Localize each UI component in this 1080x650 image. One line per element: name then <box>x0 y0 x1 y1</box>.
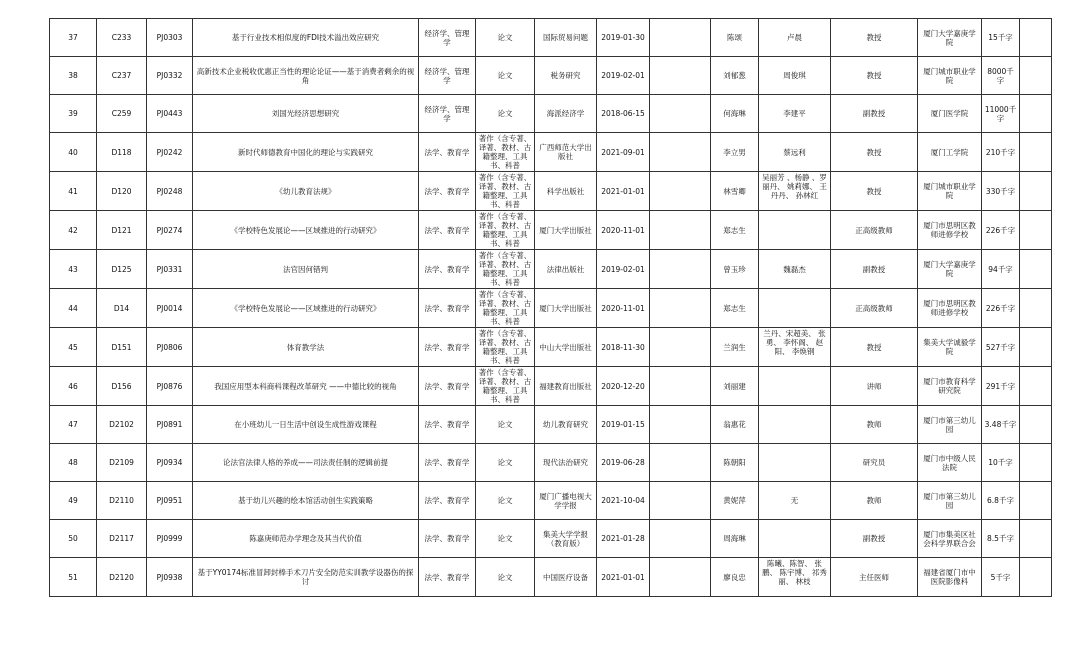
coauthors-cell <box>759 172 831 211</box>
category-code-cell: D118 <box>97 133 147 172</box>
author-cell: 陈朝阳 <box>711 444 759 482</box>
publish-date-cell: 2019-01-15 <box>597 406 650 444</box>
word-count-cell: 3.48千字 <box>982 406 1020 444</box>
word-count-cell: 291千字 <box>982 367 1020 406</box>
blank-cell <box>650 250 711 289</box>
publisher-cell: 国际贸易问题 <box>535 19 597 57</box>
result-type-cell <box>476 172 535 211</box>
blank-end-cell <box>1020 367 1052 406</box>
discipline-cell: 法学、教育学 <box>419 482 476 520</box>
blank-end-cell <box>1020 250 1052 289</box>
category-code-cell: D120 <box>97 172 147 211</box>
author-cell: 周海琳 <box>711 520 759 558</box>
table-row <box>50 558 1052 597</box>
result-type-cell <box>476 211 535 250</box>
title-cell: 在小班幼儿一日生活中创设生成性游戏课程 <box>193 406 419 444</box>
author-cell: 廖良忠 <box>711 558 759 597</box>
result-type-cell <box>476 133 535 172</box>
publisher-cell: 法律出版社 <box>535 250 597 289</box>
result-type-cell-text: 著作（含专著、译著、教材、古籍整理、工具书、科普 <box>478 329 532 365</box>
coauthors-cell: 周俊琪 <box>759 57 831 95</box>
blank-cell <box>650 520 711 558</box>
word-count-cell: 330千字 <box>982 172 1020 211</box>
publish-date-cell: 2021-01-01 <box>597 172 650 211</box>
title-cell: 刘国光经济思想研究 <box>193 95 419 133</box>
coauthors-cell: 蔡远利 <box>759 133 831 172</box>
blank-cell <box>650 406 711 444</box>
project-code-cell: PJ0274 <box>147 211 193 250</box>
blank-cell <box>650 57 711 95</box>
title-rank-cell: 教授 <box>831 19 918 57</box>
row-number-cell: 50 <box>50 520 97 558</box>
discipline-cell: 法学、教育学 <box>419 520 476 558</box>
table-row <box>50 367 1052 406</box>
blank-end-cell <box>1020 19 1052 57</box>
coauthors-cell: 魏磊杰 <box>759 250 831 289</box>
title-cell: 陈嘉庚师范办学理念及其当代价值 <box>193 520 419 558</box>
word-count-cell: 5千字 <box>982 558 1020 597</box>
row-number-cell: 39 <box>50 95 97 133</box>
work-unit-cell: 厦门市第三幼儿园 <box>918 406 982 444</box>
row-number-cell: 44 <box>50 289 97 328</box>
publisher-cell: 厦门大学出版社 <box>535 289 597 328</box>
result-type-cell: 论文 <box>476 406 535 444</box>
word-count-cell: 210千字 <box>982 133 1020 172</box>
title-rank-cell: 教师 <box>831 406 918 444</box>
author-cell: 林雪卿 <box>711 172 759 211</box>
coauthors-cell-text: 吴丽芳 、杨静 、罗丽丹、 姚莉娜、 王丹丹、 孙林红 <box>762 173 827 200</box>
title-cell: 论法官法律人格的养成——司法责任制的逻辑前提 <box>193 444 419 482</box>
table-row <box>50 57 1052 95</box>
table-row <box>50 95 1052 133</box>
result-type-cell <box>476 367 535 406</box>
category-code-cell: D125 <box>97 250 147 289</box>
result-type-cell-text: 著作（含专著、译著、教材、古籍整理、工具书、科普 <box>478 134 532 170</box>
work-unit-cell: 厦门大学嘉庚学院 <box>918 19 982 57</box>
publish-date-cell: 2020-11-01 <box>597 289 650 328</box>
work-unit-cell: 厦门医学院 <box>918 95 982 133</box>
project-code-cell: PJ0891 <box>147 406 193 444</box>
title-rank-cell: 讲师 <box>831 367 918 406</box>
title-rank-cell: 副教授 <box>831 95 918 133</box>
publish-date-cell: 2020-11-01 <box>597 211 650 250</box>
row-number-cell: 49 <box>50 482 97 520</box>
blank-cell <box>650 444 711 482</box>
work-unit-cell: 厦门市中级人民法院 <box>918 444 982 482</box>
title-cell: 《幼儿教育法规》 <box>193 172 419 211</box>
row-number-cell: 47 <box>50 406 97 444</box>
blank-cell <box>650 482 711 520</box>
result-type-cell: 论文 <box>476 95 535 133</box>
table-row <box>50 406 1052 444</box>
coauthors-cell-text: 兰丹、宋超美、 张勇、 李怀阁、 赵阳、 李焕钢 <box>763 329 826 356</box>
publisher-cell: 税务研究 <box>535 57 597 95</box>
blank-end-cell <box>1020 95 1052 133</box>
title-cell: 我国应用型本科商科课程改革研究 ——中德比较的视角 <box>193 367 419 406</box>
category-code-cell: D151 <box>97 328 147 367</box>
publish-date-cell: 2019-01-30 <box>597 19 650 57</box>
coauthors-cell <box>759 328 831 367</box>
author-cell: 刘丽建 <box>711 367 759 406</box>
work-unit-cell: 厦门城市职业学院 <box>918 172 982 211</box>
blank-cell <box>650 211 711 250</box>
author-cell: 郑志生 <box>711 211 759 250</box>
publish-date-cell: 2019-06-28 <box>597 444 650 482</box>
row-number-cell: 46 <box>50 367 97 406</box>
result-type-cell <box>476 289 535 328</box>
table-row <box>50 250 1052 289</box>
author-cell: 兰润生 <box>711 328 759 367</box>
result-type-cell <box>476 250 535 289</box>
work-unit-cell: 厦门市思明区教师进修学校 <box>918 211 982 250</box>
category-code-cell: D2117 <box>97 520 147 558</box>
coauthors-cell: 李建平 <box>759 95 831 133</box>
table-body <box>50 19 1052 597</box>
row-number-cell: 38 <box>50 57 97 95</box>
title-rank-cell: 教授 <box>831 328 918 367</box>
project-code-cell: PJ0331 <box>147 250 193 289</box>
row-number-cell: 51 <box>50 558 97 597</box>
project-code-cell: PJ0876 <box>147 367 193 406</box>
title-rank-cell: 主任医师 <box>831 558 918 597</box>
coauthors-cell <box>759 444 831 482</box>
discipline-cell: 法学、教育学 <box>419 328 476 367</box>
title-rank-cell: 正高级教师 <box>831 289 918 328</box>
blank-end-cell <box>1020 520 1052 558</box>
publish-date-cell: 2019-02-01 <box>597 250 650 289</box>
title-rank-cell: 教授 <box>831 172 918 211</box>
discipline-cell: 经济学、管理学 <box>419 57 476 95</box>
category-code-cell: D2102 <box>97 406 147 444</box>
row-number-cell: 42 <box>50 211 97 250</box>
discipline-cell: 法学、教育学 <box>419 444 476 482</box>
blank-cell <box>650 133 711 172</box>
row-number-cell: 48 <box>50 444 97 482</box>
blank-cell <box>650 367 711 406</box>
blank-end-cell <box>1020 289 1052 328</box>
blank-cell <box>650 172 711 211</box>
publish-date-cell: 2021-09-01 <box>597 133 650 172</box>
category-code-cell: D121 <box>97 211 147 250</box>
category-code-cell: C237 <box>97 57 147 95</box>
word-count-cell: 8000千字 <box>982 57 1020 95</box>
discipline-cell: 经济学、管理学 <box>419 19 476 57</box>
project-code-cell: PJ0934 <box>147 444 193 482</box>
category-code-cell: D2110 <box>97 482 147 520</box>
publisher-cell: 现代法治研究 <box>535 444 597 482</box>
category-code-cell: D2120 <box>97 558 147 597</box>
category-code-cell: C259 <box>97 95 147 133</box>
publish-date-cell: 2020-12-20 <box>597 367 650 406</box>
result-type-cell-text: 著作（含专著、译著、教材、古籍整理、工具书、科普 <box>478 290 532 326</box>
publish-date-cell: 2018-11-30 <box>597 328 650 367</box>
blank-end-cell <box>1020 482 1052 520</box>
project-code-cell: PJ0951 <box>147 482 193 520</box>
word-count-cell: 10千字 <box>982 444 1020 482</box>
achievement-table <box>49 18 1052 597</box>
author-cell: 郑志生 <box>711 289 759 328</box>
result-type-cell-text: 著作（含专著、译著、教材、古籍整理、工具书、科普 <box>478 173 532 209</box>
title-rank-cell: 教师 <box>831 482 918 520</box>
blank-end-cell <box>1020 558 1052 597</box>
publish-date-cell: 2021-01-28 <box>597 520 650 558</box>
discipline-cell: 经济学、管理学 <box>419 95 476 133</box>
blank-cell <box>650 558 711 597</box>
publisher-cell: 集美大学学报（教育版） <box>535 520 597 558</box>
table-row <box>50 211 1052 250</box>
author-cell: 陈颂 <box>711 19 759 57</box>
coauthors-cell <box>759 406 831 444</box>
title-rank-cell: 副教授 <box>831 250 918 289</box>
project-code-cell: PJ0443 <box>147 95 193 133</box>
author-cell: 刘郁葱 <box>711 57 759 95</box>
table-row <box>50 133 1052 172</box>
coauthors-cell <box>759 367 831 406</box>
project-code-cell: PJ0806 <box>147 328 193 367</box>
coauthors-cell: 无 <box>759 482 831 520</box>
category-code-cell: D14 <box>97 289 147 328</box>
publisher-cell: 海派经济学 <box>535 95 597 133</box>
result-type-cell: 论文 <box>476 19 535 57</box>
work-unit-cell: 厦门城市职业学院 <box>918 57 982 95</box>
title-rank-cell: 教授 <box>831 57 918 95</box>
title-cell: 基于幼儿兴趣的绘本馆活动创生实践策略 <box>193 482 419 520</box>
publisher-cell: 厦门大学出版社 <box>535 211 597 250</box>
result-type-cell: 论文 <box>476 558 535 597</box>
title-cell: 体育教学法 <box>193 328 419 367</box>
row-number-cell: 43 <box>50 250 97 289</box>
publisher-cell: 中山大学出版社 <box>535 328 597 367</box>
publish-date-cell: 2019-02-01 <box>597 57 650 95</box>
work-unit-cell: 厦门工学院 <box>918 133 982 172</box>
word-count-cell: 226千字 <box>982 289 1020 328</box>
spreadsheet-sheet <box>49 18 1052 597</box>
publisher-cell: 科学出版社 <box>535 172 597 211</box>
title-rank-cell: 研究员 <box>831 444 918 482</box>
work-unit-cell: 集美大学诚毅学院 <box>918 328 982 367</box>
coauthors-cell-text: 陈曦、陈智、 张鹏、 陈宇博、 祁秀丽、 林枝 <box>762 559 827 586</box>
discipline-cell: 法学、教育学 <box>419 406 476 444</box>
author-cell: 黄妮萍 <box>711 482 759 520</box>
title-cell: 《学校特色发展论——区域推进的行动研究》 <box>193 211 419 250</box>
title-rank-cell: 副教授 <box>831 520 918 558</box>
blank-cell <box>650 95 711 133</box>
author-cell: 翁惠花 <box>711 406 759 444</box>
project-code-cell: PJ0014 <box>147 289 193 328</box>
project-code-cell: PJ0999 <box>147 520 193 558</box>
coauthors-cell <box>759 520 831 558</box>
blank-end-cell <box>1020 211 1052 250</box>
discipline-cell: 法学、教育学 <box>419 558 476 597</box>
word-count-cell: 8.5千字 <box>982 520 1020 558</box>
result-type-cell: 论文 <box>476 520 535 558</box>
publisher-cell: 广西师范大学出版社 <box>535 133 597 172</box>
table-row <box>50 520 1052 558</box>
title-rank-cell: 教授 <box>831 133 918 172</box>
coauthors-cell <box>759 289 831 328</box>
publisher-cell: 中国医疗设备 <box>535 558 597 597</box>
publish-date-cell: 2021-10-04 <box>597 482 650 520</box>
result-type-cell-text: 著作（含专著、译著、教材、古籍整理、工具书、科普 <box>478 212 532 248</box>
discipline-cell: 法学、教育学 <box>419 289 476 328</box>
result-type-cell <box>476 328 535 367</box>
title-cell: 高新技术企业税收优惠正当性的理论论证——基于消费者剩余的视角 <box>193 57 419 95</box>
table-row <box>50 172 1052 211</box>
word-count-cell: 527千字 <box>982 328 1020 367</box>
project-code-cell: PJ0242 <box>147 133 193 172</box>
author-cell: 何海琳 <box>711 95 759 133</box>
title-cell: 新时代师德教育中国化的理论与实践研究 <box>193 133 419 172</box>
table-row <box>50 328 1052 367</box>
blank-cell <box>650 289 711 328</box>
title-cell: 法官因何错判 <box>193 250 419 289</box>
table-row <box>50 289 1052 328</box>
project-code-cell: PJ0332 <box>147 57 193 95</box>
blank-end-cell <box>1020 328 1052 367</box>
result-type-cell-text: 著作（含专著、译著、教材、古籍整理、工具书、科普 <box>478 251 532 287</box>
discipline-cell: 法学、教育学 <box>419 172 476 211</box>
title-cell: 基于YY0174标准冒卸封棒手术刀片安全防范实训教学设器伤的探讨 <box>193 558 419 597</box>
coauthors-cell <box>759 211 831 250</box>
word-count-cell: 11000千字 <box>982 95 1020 133</box>
author-cell: 曾玉珍 <box>711 250 759 289</box>
publish-date-cell: 2018-06-15 <box>597 95 650 133</box>
result-type-cell: 论文 <box>476 482 535 520</box>
project-code-cell: PJ0303 <box>147 19 193 57</box>
result-type-cell-text: 著作（含专著、译著、教材、古籍整理、工具书、科普 <box>478 368 532 404</box>
coauthors-cell: 卢晨 <box>759 19 831 57</box>
category-code-cell: D2109 <box>97 444 147 482</box>
blank-end-cell <box>1020 133 1052 172</box>
blank-end-cell <box>1020 444 1052 482</box>
publisher-cell: 福建教育出版社 <box>535 367 597 406</box>
discipline-cell: 法学、教育学 <box>419 250 476 289</box>
title-cell: 基于行业技术相似度的FDI技术溢出效应研究 <box>193 19 419 57</box>
work-unit-cell: 厦门市第三幼儿园 <box>918 482 982 520</box>
result-type-cell: 论文 <box>476 57 535 95</box>
work-unit-cell: 厦门市思明区教师进修学校 <box>918 289 982 328</box>
project-code-cell: PJ0248 <box>147 172 193 211</box>
blank-end-cell <box>1020 57 1052 95</box>
table-row <box>50 19 1052 57</box>
discipline-cell: 法学、教育学 <box>419 367 476 406</box>
row-number-cell: 41 <box>50 172 97 211</box>
word-count-cell: 226千字 <box>982 211 1020 250</box>
title-rank-cell: 正高级教师 <box>831 211 918 250</box>
table-row <box>50 482 1052 520</box>
blank-cell <box>650 19 711 57</box>
word-count-cell: 6.8千字 <box>982 482 1020 520</box>
row-number-cell: 40 <box>50 133 97 172</box>
blank-end-cell <box>1020 172 1052 211</box>
table-row <box>50 444 1052 482</box>
discipline-cell: 法学、教育学 <box>419 211 476 250</box>
publisher-cell: 幼儿教育研究 <box>535 406 597 444</box>
word-count-cell: 94千字 <box>982 250 1020 289</box>
work-unit-cell: 厦门市集美区社会科学界联合会 <box>918 520 982 558</box>
title-cell: 《学校特色发展论——区域推进的行动研究》 <box>193 289 419 328</box>
work-unit-cell: 厦门大学嘉庚学院 <box>918 250 982 289</box>
author-cell: 李立男 <box>711 133 759 172</box>
work-unit-cell: 厦门市教育科学研究院 <box>918 367 982 406</box>
row-number-cell: 37 <box>50 19 97 57</box>
row-number-cell: 45 <box>50 328 97 367</box>
publisher-cell: 厦门广播电视大学学报 <box>535 482 597 520</box>
coauthors-cell <box>759 558 831 597</box>
blank-cell <box>650 328 711 367</box>
category-code-cell: C233 <box>97 19 147 57</box>
discipline-cell: 法学、教育学 <box>419 133 476 172</box>
word-count-cell: 15千字 <box>982 19 1020 57</box>
blank-end-cell <box>1020 406 1052 444</box>
project-code-cell: PJ0938 <box>147 558 193 597</box>
result-type-cell: 论文 <box>476 444 535 482</box>
publish-date-cell: 2021-01-01 <box>597 558 650 597</box>
work-unit-cell: 福建省厦门市中医院影像科 <box>918 558 982 597</box>
category-code-cell: D156 <box>97 367 147 406</box>
